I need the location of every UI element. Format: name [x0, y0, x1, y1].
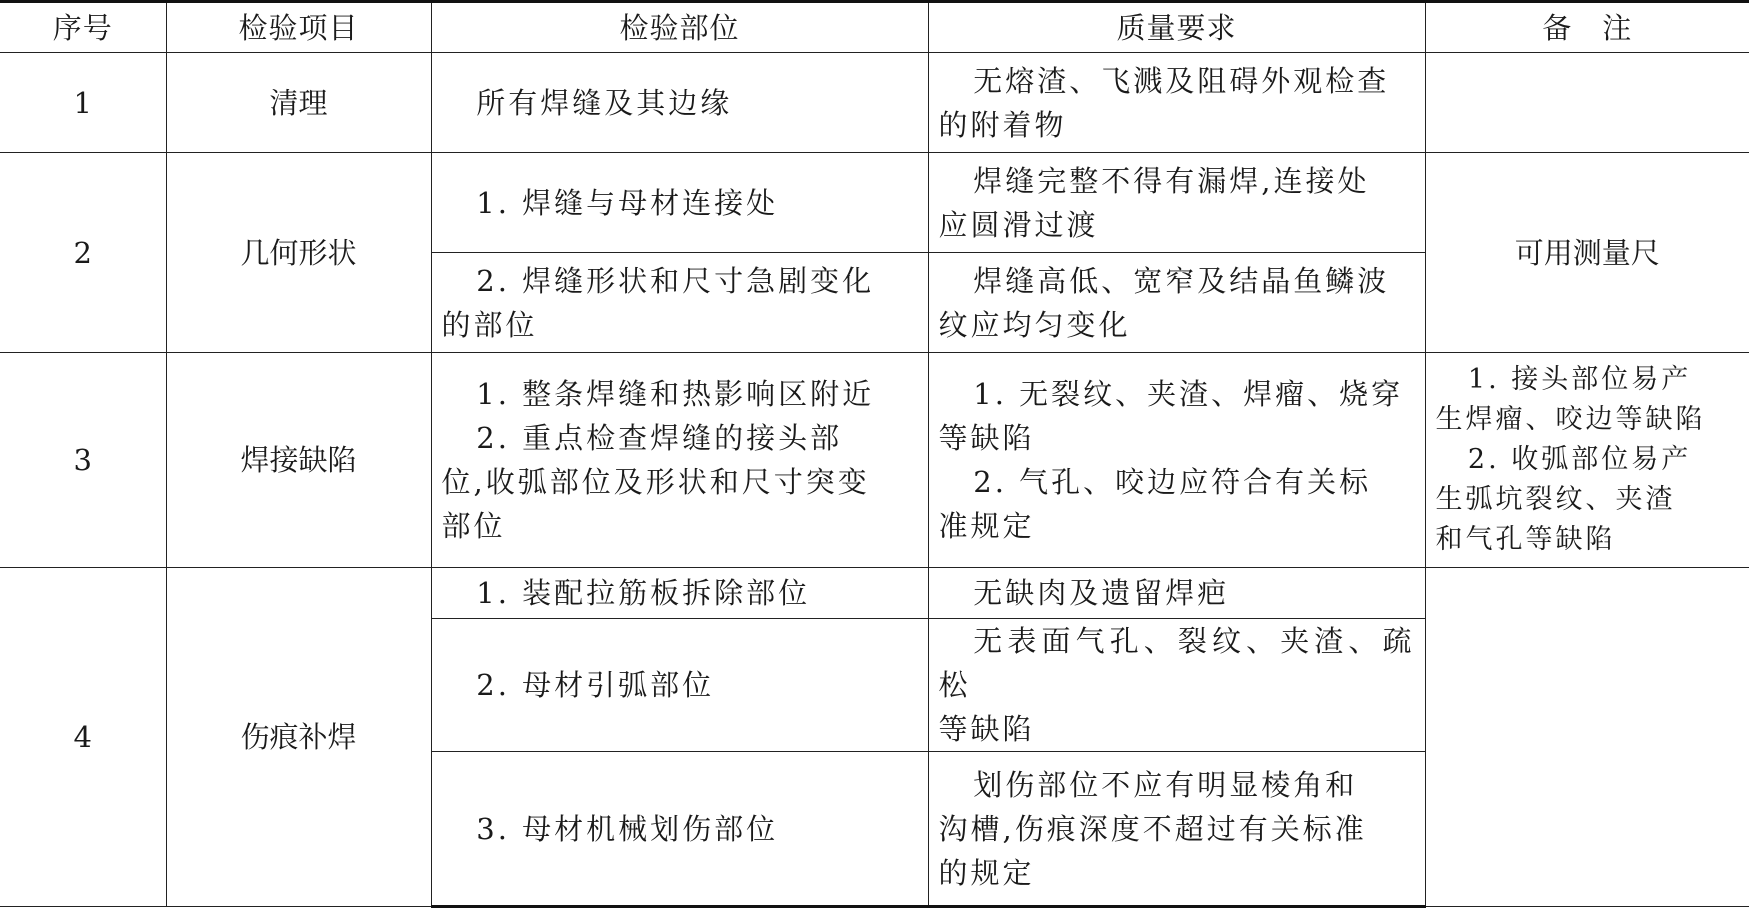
- header-row: [0, 2, 1749, 53]
- row-location: [431, 253, 928, 353]
- row-requirement: [928, 619, 1425, 752]
- note-line: 2. 收弧部位易产: [1467, 444, 1692, 475]
- requirement-line: 等缺陷: [938, 421, 1035, 455]
- table-row: [0, 568, 1749, 619]
- row-location: [431, 568, 928, 619]
- note-line: 1. 接头部位易产: [1467, 364, 1692, 395]
- row-requirement: [928, 568, 1425, 619]
- row-requirement: [928, 253, 1425, 353]
- requirement-line: 等缺陷: [938, 712, 1035, 746]
- requirement-line: 应圆滑过渡: [938, 207, 1099, 242]
- header-requirement: 质量要求: [928, 2, 1425, 53]
- row-no: 1: [0, 53, 166, 153]
- location-line: 1. 整条焊缝和热影响区附近: [476, 377, 875, 411]
- row-requirement: [928, 53, 1425, 153]
- header-location: 检验部位: [431, 2, 928, 53]
- note-line: 生焊瘤、咬边等缺陷: [1435, 404, 1706, 435]
- row-item: 焊接缺陷: [166, 353, 431, 568]
- row-no: 4: [0, 568, 166, 907]
- header-no: 序号: [0, 2, 166, 53]
- row-location: [431, 619, 928, 752]
- note-line: 和气孔等缺陷: [1435, 524, 1616, 555]
- location-line: 部位: [441, 509, 506, 543]
- location-line: 的部位: [441, 307, 538, 342]
- row-note: [1425, 353, 1749, 568]
- row-requirement: [928, 752, 1425, 907]
- row-location: [431, 53, 928, 153]
- row-location: [431, 153, 928, 253]
- location-line: 1. 焊缝与母材连接处: [476, 185, 779, 220]
- row-location: [431, 353, 928, 568]
- location-line: 2. 重点检查焊缝的接头部: [476, 421, 843, 455]
- location-line: 1. 装配拉筋板拆除部位: [476, 576, 811, 610]
- location-line: 3. 母材机械划伤部位: [476, 811, 779, 846]
- row-note: 可用测量尺: [1425, 153, 1749, 353]
- row-note: [1425, 568, 1749, 907]
- row-no: 2: [0, 153, 166, 353]
- requirement-line: 2. 气孔、咬边应符合有关标: [973, 465, 1372, 499]
- requirement-line: 焊缝完整不得有漏焊,连接处: [973, 163, 1370, 198]
- header-item: 检验项目: [166, 2, 431, 53]
- location-line: 所有焊缝及其边缘: [476, 85, 733, 120]
- requirement-line: 无缺肉及遗留焊疤: [973, 576, 1230, 610]
- header-note: 备 注: [1425, 2, 1749, 53]
- row-requirement: [928, 153, 1425, 253]
- requirement-line: 焊缝高低、宽窄及结晶鱼鳞波: [973, 263, 1390, 298]
- requirement-line: 无表面气孔、裂纹、夹渣、疏松: [938, 624, 1415, 702]
- table-row: [0, 153, 1749, 253]
- requirement-line: 的附着物: [938, 107, 1067, 142]
- requirement-line: 沟槽,伤痕深度不超过有关标准: [938, 811, 1367, 846]
- table-row: [0, 53, 1749, 153]
- row-no: 3: [0, 353, 166, 568]
- requirement-line: 准规定: [938, 509, 1035, 543]
- row-location: [431, 752, 928, 907]
- location-line: 2. 母材引弧部位: [476, 668, 715, 702]
- location-line: 2. 焊缝形状和尺寸急剧变化: [476, 263, 875, 298]
- row-item: 几何形状: [166, 153, 431, 353]
- requirement-line: 的规定: [938, 855, 1035, 890]
- row-requirement: [928, 353, 1425, 568]
- row-item: 伤痕补焊: [166, 568, 431, 907]
- requirement-line: 划伤部位不应有明显棱角和: [973, 767, 1358, 802]
- requirement-line: 无熔渣、飞溅及阻碍外观检查: [973, 63, 1390, 98]
- note-line: 生弧坑裂纹、夹渣: [1435, 484, 1676, 515]
- row-note: [1425, 53, 1749, 153]
- requirement-line: 1. 无裂纹、夹渣、焊瘤、烧穿: [973, 377, 1404, 411]
- requirement-line: 纹应均匀变化: [938, 307, 1131, 342]
- location-line: 位,收弧部位及形状和尺寸突变: [441, 465, 870, 499]
- row-item: 清理: [166, 53, 431, 153]
- table-row: [0, 353, 1749, 568]
